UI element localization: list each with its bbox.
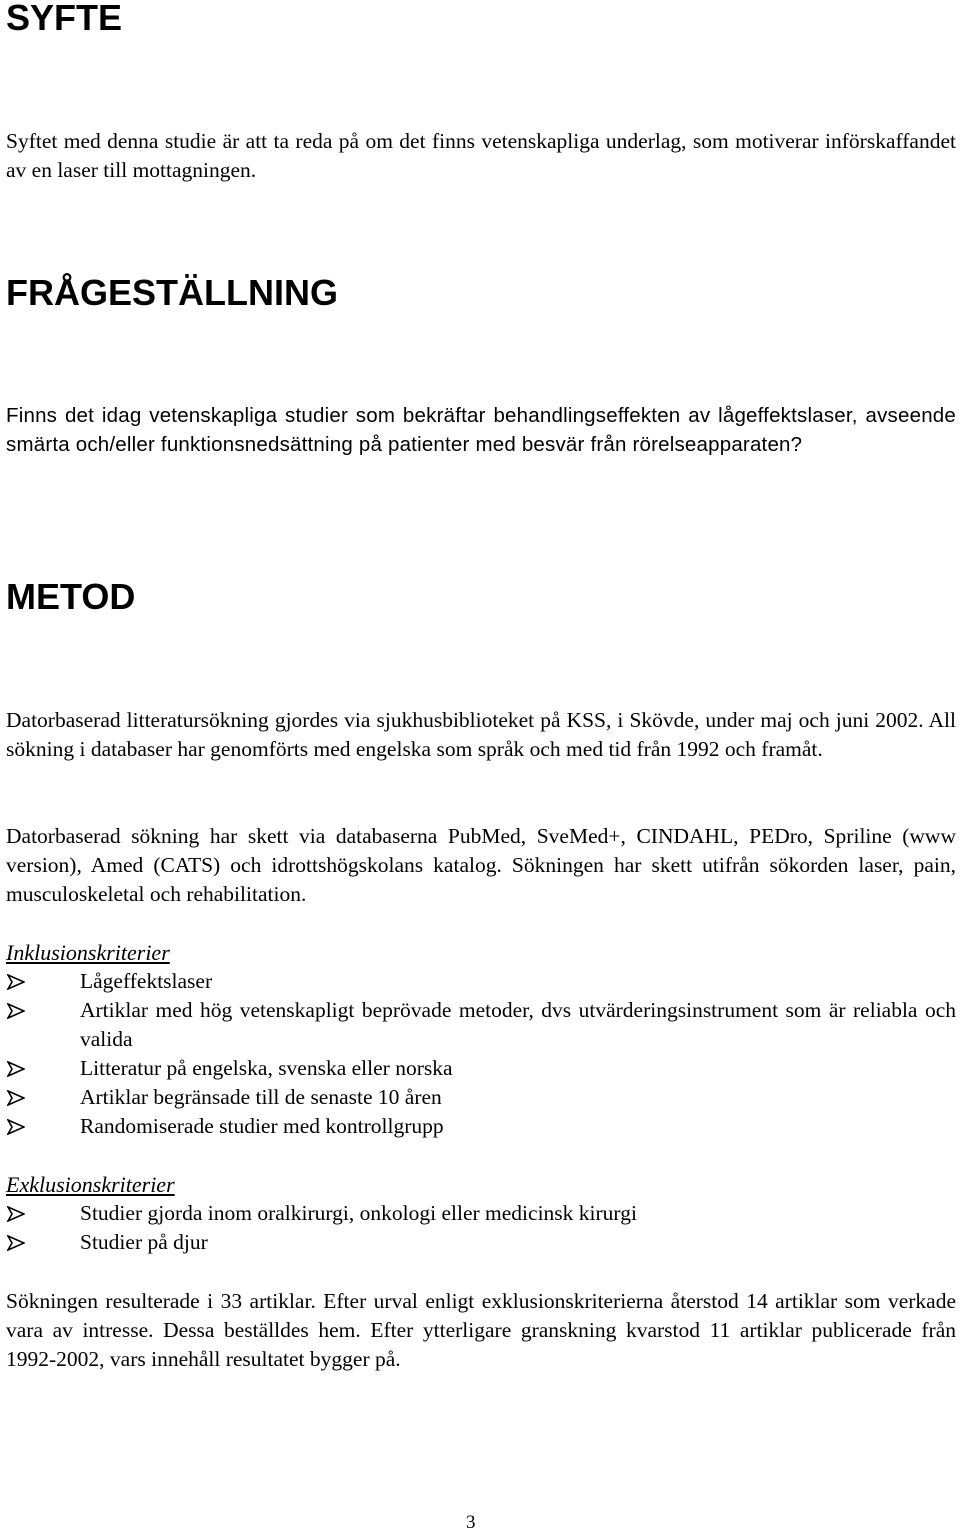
- exclusion-criteria-list: [6, 1199, 956, 1257]
- list-item: [6, 1112, 956, 1141]
- list-item: [6, 1228, 956, 1257]
- inclusion-criteria-heading: Inklusionskriterier: [6, 940, 170, 965]
- list-item-text: Litteratur på engelska, svenska eller norska: [80, 1056, 453, 1080]
- list-item: [6, 1054, 956, 1083]
- heading-metod: METOD: [6, 576, 136, 617]
- list-item-text: Studier gjorda inom oralkirurgi, onkologi eller medicinsk kirurgi: [80, 1201, 637, 1225]
- list-item: [6, 1083, 956, 1112]
- heading-fragestallning: FRÅGESTÄLLNING: [6, 272, 338, 313]
- heading-syfte: SYFTE: [6, 0, 123, 38]
- metod-paragraph-1: Datorbaserad litteratursökning gjordes via sjukhusbiblioteket på KSS, i Skövde, under maj och juni 2002. All sökning i databaser har genomförts med engelska som språk och med tid från 1992 och framåt.: [6, 708, 956, 761]
- list-item-text: Artiklar begränsade till de senaste 10 åren: [80, 1085, 442, 1109]
- page-number: 3: [466, 1512, 476, 1533]
- metod-paragraph-2: Datorbaserad sökning har skett via databaserna PubMed, SveMed+, CINDAHL, PEDro, Spriline (www version), Amed (CATS) och idrottshögskolans katalog. Sökningen har skett utifrån sökorden laser, pain, musculoskeletal och rehabilitation.: [6, 824, 956, 906]
- fragestallning-paragraph: Finns det idag vetenskapliga studier som bekräftar behandlingseffekten av lågeffektslaser, avseende smärta och/eller funktionsnedsättning på patienter med besvär från rörelseapparaten?: [6, 404, 956, 456]
- list-item: [6, 1199, 956, 1228]
- list-item: [6, 996, 956, 1054]
- list-item-text: Randomiserade studier med kontrollgrupp: [80, 1114, 444, 1138]
- list-item-text: Lågeffektslaser: [80, 969, 213, 993]
- exclusion-criteria-heading: Exklusionskriterier: [6, 1172, 175, 1197]
- list-item: [6, 967, 956, 996]
- result-paragraph: Sökningen resulterade i 33 artiklar. Efter urval enligt exklusionskriterierna återstod 14 artiklar som verkade vara av intresse. Dessa beställdes hem. Efter ytterligare granskning kvarstod 11 artiklar publicerade från 1992-2002, vars innehåll resultatet bygger på.: [6, 1289, 956, 1371]
- list-item-text: Studier på djur: [80, 1230, 208, 1254]
- inclusion-criteria-list: [6, 967, 956, 1141]
- list-item-text: Artiklar med hög vetenskapligt beprövade metoder, dvs utvärderingsinstrument som är reliabla och valida: [80, 998, 956, 1051]
- syfte-paragraph: Syftet med denna studie är att ta reda på om det finns vetenskapliga underlag, som motiverar införskaffandet av en laser till mottagningen.: [6, 129, 956, 182]
